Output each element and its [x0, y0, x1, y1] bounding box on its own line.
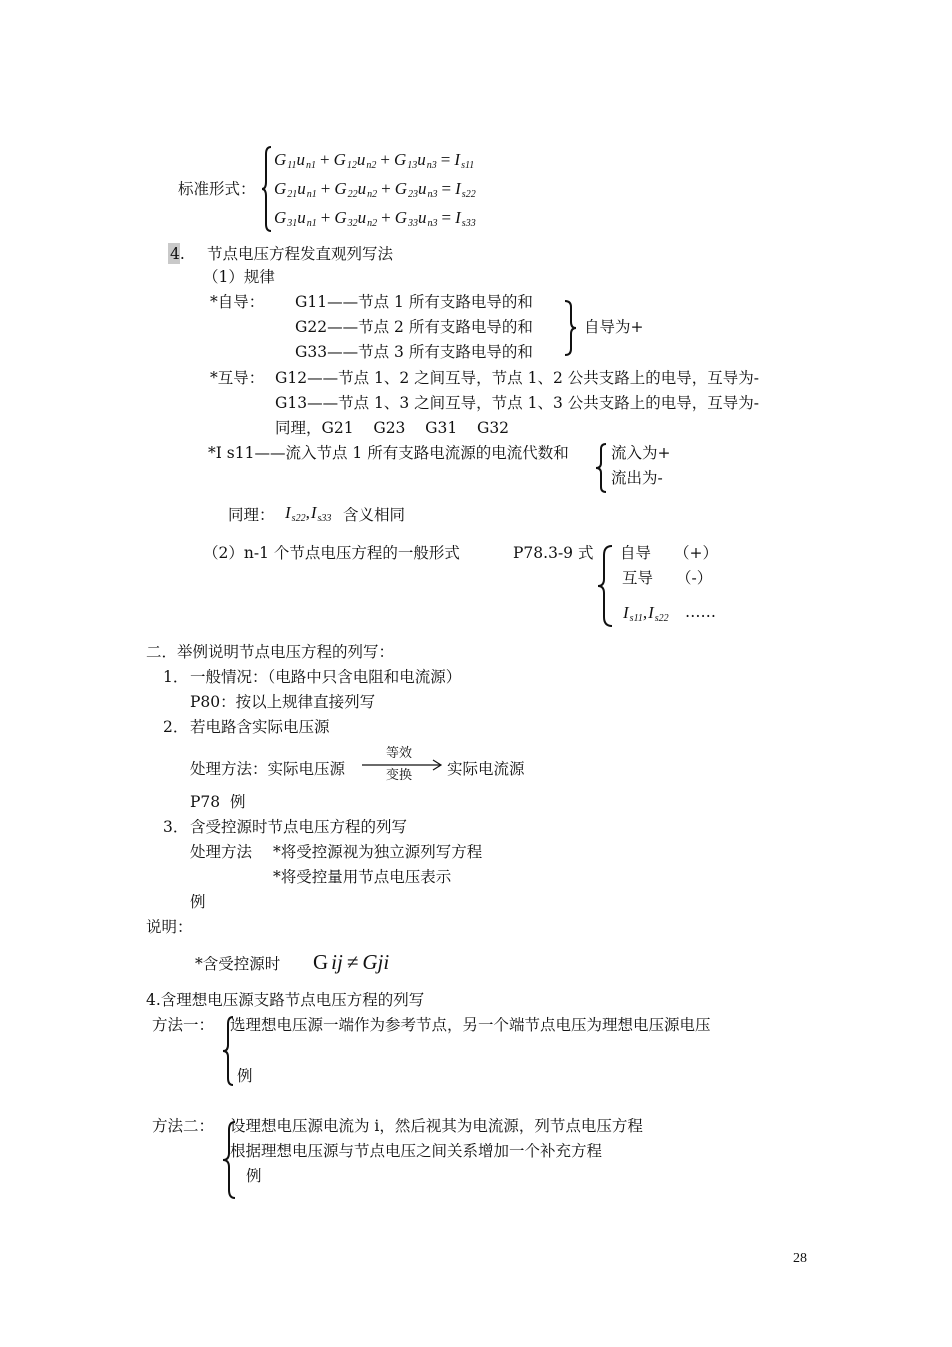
- examples-heading: 二．举例说明节点电压方程的列写：: [146, 643, 395, 661]
- method-2-line: 设理想电压源电流为 i，然后视其为电流源，列节点电压方程: [230, 1117, 643, 1135]
- math-operator: +: [320, 179, 331, 198]
- likewise-label: 同理：: [228, 506, 275, 524]
- left-brace-icon: [595, 443, 607, 493]
- case-3-example: 例: [190, 893, 206, 911]
- case-3-text: 含受控源时节点电压方程的列写: [190, 818, 408, 836]
- math-variable: $I_{s22}$: [285, 503, 306, 524]
- standard-equation-1: [274, 150, 474, 176]
- method-1-line: 选理想电压源一端作为参考节点，另一个端节点电压为理想电压源电压: [230, 1016, 711, 1034]
- math-variable: $G_{22}$: [334, 179, 358, 200]
- math-variable: $G_{23}$: [394, 179, 419, 200]
- math-variable: $u_{n1}$: [297, 208, 317, 229]
- method-1-label: 方法一：: [152, 1016, 215, 1034]
- remark-label: 说明：: [146, 918, 193, 936]
- math-variable: $I_{s22}$: [455, 179, 476, 200]
- method-2-example: 例: [246, 1167, 262, 1185]
- source-current-text: *I s11——流入节点 1 所有支路电流源的电流代数和: [208, 444, 569, 462]
- general-self: 自导: [620, 544, 652, 562]
- case-2-number: 2．: [163, 718, 189, 736]
- mutual-conductance-label: *互导：: [210, 369, 265, 387]
- case-3-method: 处理方法: [190, 843, 253, 861]
- standard-equation-3: [274, 208, 476, 234]
- likewise-math: [285, 503, 331, 529]
- mutual-conductance-item: G12——节点 1、2 之间互导，节点 1、2 公共支路上的电导，互导为-: [275, 369, 759, 387]
- section-4-number: 4.: [170, 245, 185, 263]
- general-ellipsis: ……: [685, 603, 716, 621]
- math-variable: $I_{s33}$: [455, 208, 476, 229]
- general-self-sign: （+）: [674, 544, 718, 562]
- math-subscript: n3: [427, 218, 438, 229]
- outflow-sign: 流出为-: [611, 469, 663, 487]
- math-variable: $u_{n3}$: [417, 150, 437, 171]
- formula-gji: Gji: [362, 950, 390, 974]
- math-subscript: 23: [408, 189, 419, 200]
- method-1-example: 例: [237, 1067, 253, 1085]
- math-variable: $G_{31}$: [274, 208, 298, 229]
- math-subscript: s33: [317, 513, 332, 524]
- case-2-reference: P78 例: [190, 793, 246, 811]
- math-operator: +: [320, 150, 330, 169]
- math-subscript: 33: [408, 218, 419, 229]
- general-form-heading: （2）n-1 个节点电压方程的一般形式: [203, 544, 460, 562]
- self-conductance-label: *自导：: [210, 293, 265, 311]
- ideal-source-title: 4.含理想电压源支路节点电压方程的列写: [146, 991, 425, 1009]
- general-sources-math: [623, 603, 669, 629]
- math-subscript: s33: [461, 218, 476, 229]
- math-variable: $G_{32}$: [334, 208, 358, 229]
- math-subscript: 22: [347, 189, 358, 200]
- math-subscript: s22: [291, 513, 306, 524]
- rules-heading: （1）规律: [203, 268, 275, 286]
- math-subscript: s11: [461, 160, 475, 171]
- math-variable: $u_{n3}$: [418, 179, 438, 200]
- math-operator: +: [381, 179, 391, 198]
- general-form-reference: P78.3-9 式: [513, 544, 594, 562]
- method-2-line: 根据理想电压源与节点电压之间关系增加一个补充方程: [230, 1142, 603, 1160]
- general-mutual-sign: （-）: [676, 569, 713, 587]
- math-subscript: n1: [306, 160, 317, 171]
- math-operator: +: [320, 208, 331, 227]
- math-subscript: n3: [427, 189, 438, 200]
- math-operator: =: [440, 150, 451, 169]
- math-subscript: 11: [287, 160, 297, 171]
- case-3-step: *将受控源视为独立源列写方程: [273, 843, 483, 861]
- standard-form-label: 标准形式：: [178, 180, 256, 198]
- not-equal-icon: ≠: [346, 950, 359, 974]
- arrow-top-label: 等效: [386, 746, 413, 761]
- mutual-conductance-item: 同理，G21 G23 G31 G32: [275, 419, 510, 437]
- section-4-title: 节点电压方程发直观列写法: [207, 245, 394, 263]
- self-conductance-item: G33——节点 3 所有支路电导的和: [295, 343, 533, 361]
- math-subscript: 31: [287, 218, 298, 229]
- formula-ij: ij: [331, 950, 343, 974]
- method-2-label: 方法二：: [152, 1117, 215, 1135]
- general-mutual: 互导: [622, 569, 654, 587]
- math-variable: $u_{n1}$: [296, 150, 317, 171]
- math-variable: $G_{33}$: [394, 208, 419, 229]
- remark-formula: [313, 950, 389, 974]
- arrow-bottom-label: 变换: [386, 768, 413, 783]
- math-subscript: n2: [366, 160, 377, 171]
- math-subscript: n1: [306, 189, 317, 200]
- formula-g: G: [313, 950, 329, 974]
- math-subscript: s11: [629, 613, 643, 624]
- math-variable: $G_{21}$: [274, 179, 298, 200]
- page-number: 28: [793, 1251, 807, 1266]
- left-brace-icon: [597, 545, 613, 627]
- math-operator: =: [441, 179, 452, 198]
- self-conductance-item: G11——节点 1 所有支路电导的和: [295, 293, 533, 311]
- math-variable: $I_{s11}$: [623, 603, 643, 624]
- case-3-number: 3．: [163, 818, 189, 836]
- case-2-method: 处理方法：实际电压源: [190, 760, 346, 778]
- math-operator: =: [441, 208, 452, 227]
- math-subscript: 13: [407, 160, 418, 171]
- math-variable: $u_{n2}$: [356, 150, 377, 171]
- math-variable: $u_{n2}$: [357, 208, 378, 229]
- math-subscript: n2: [367, 189, 378, 200]
- math-operator: +: [380, 150, 391, 169]
- math-variable: $I_{s11}$: [454, 150, 475, 171]
- case-2-result: 实际电流源: [447, 760, 525, 778]
- right-brace-icon: [564, 300, 577, 356]
- math-subscript: 12: [346, 160, 357, 171]
- math-operator: +: [381, 208, 391, 227]
- case-1-number: 1．: [163, 668, 189, 686]
- likewise-text: 含义相同: [343, 506, 406, 524]
- self-conductance-note: 自导为+: [584, 318, 644, 336]
- math-variable: $u_{n3}$: [418, 208, 438, 229]
- math-variable: $u_{n2}$: [357, 179, 378, 200]
- math-subscript: n1: [306, 218, 317, 229]
- case-3-step: *将受控量用节点电压表示: [273, 868, 452, 886]
- math-operator: ,: [642, 603, 648, 622]
- math-subscript: 21: [287, 189, 298, 200]
- math-variable: $G_{11}$: [274, 150, 297, 171]
- case-1-text: 一般情况：（电路中只含电阻和电流源）: [190, 668, 462, 686]
- math-operator: ,: [305, 503, 310, 522]
- math-variable: $G_{13}$: [394, 150, 418, 171]
- left-brace-icon: [261, 146, 272, 232]
- remark-text: *含受控源时: [195, 955, 281, 973]
- standard-equation-2: [274, 179, 476, 205]
- case-2-text: 若电路含实际电压源: [190, 718, 330, 736]
- math-subscript: 32: [347, 218, 358, 229]
- self-conductance-item: G22——节点 2 所有支路电导的和: [295, 318, 533, 336]
- case-1-note: P80：按以上规律直接列写: [190, 693, 376, 711]
- math-subscript: n3: [426, 160, 437, 171]
- mutual-conductance-item: G13——节点 1、3 之间互导，节点 1、3 公共支路上的电导，互导为-: [275, 394, 759, 412]
- math-subscript: s22: [461, 189, 476, 200]
- math-variable: $u_{n1}$: [297, 179, 317, 200]
- math-subscript: s22: [654, 613, 669, 624]
- math-subscript: n2: [367, 218, 378, 229]
- math-variable: $I_{s33}$: [310, 503, 332, 524]
- inflow-sign: 流入为+: [611, 444, 671, 462]
- math-variable: $I_{s22}$: [648, 603, 669, 624]
- math-variable: $G_{12}$: [333, 150, 357, 171]
